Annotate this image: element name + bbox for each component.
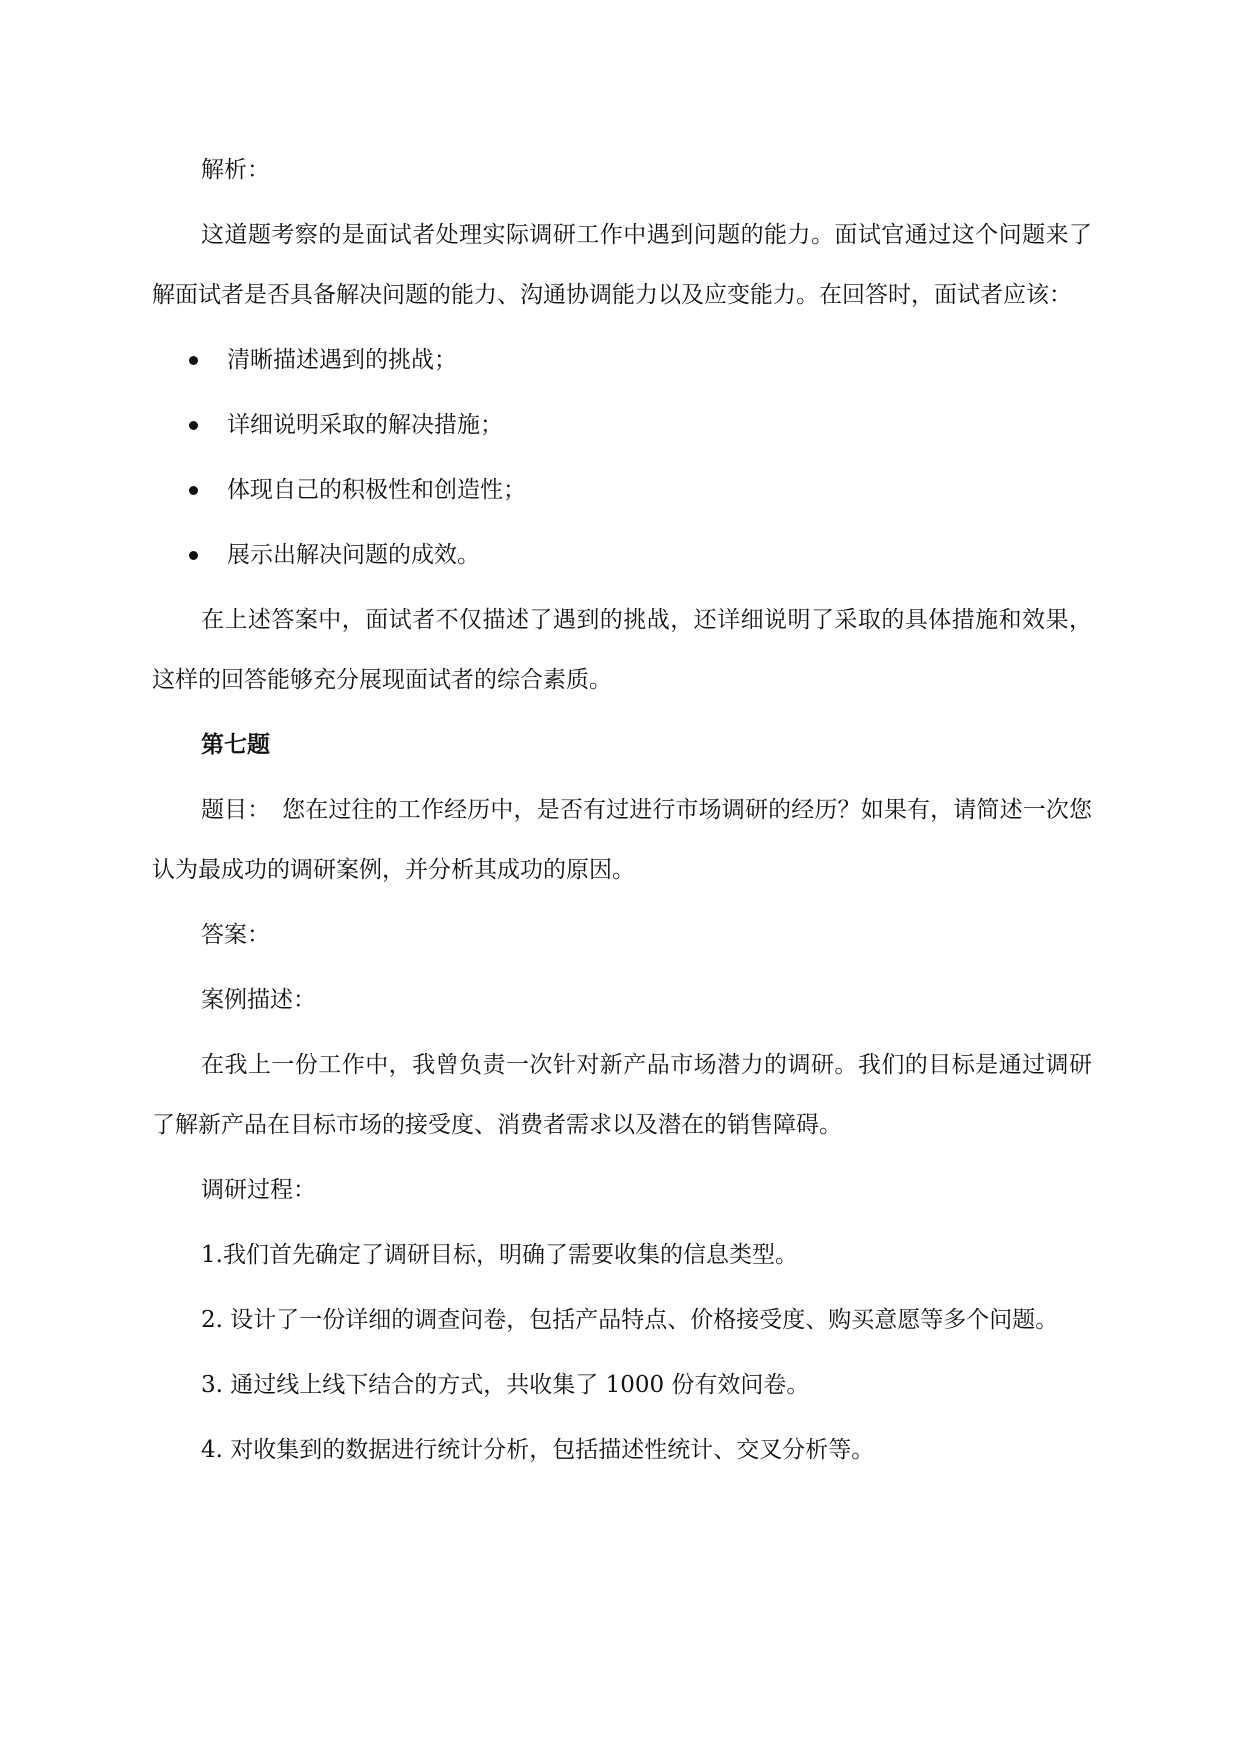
bullet-text: 清晰描述遇到的挑战； (227, 347, 457, 373)
bullet-item (152, 525, 1092, 585)
bullet-icon (189, 551, 198, 560)
summary-paragraph: 在上述答案中，面试者不仅描述了遇到的挑战，还详细说明了采取的具体措施和效果，这样的回答能够充分展现面试者的综合素质。 (152, 607, 1092, 693)
bullet-item (152, 460, 1092, 520)
bullet-text: 详细说明采取的解决措施； (227, 412, 503, 438)
analysis-paragraph: 这道题考察的是面试者处理实际调研工作中遇到问题的能力。面试官通过这个问题来了解面试者是否具备解决问题的能力、沟通协调能力以及应变能力。在回答时，面试者应该： (152, 222, 1092, 308)
case-paragraph: 在我上一份工作中，我曾负责一次针对新产品市场潜力的调研。我们的目标是通过调研了解新产品在目标市场的接受度、消费者需求以及潜在的销售障碍。 (152, 1052, 1092, 1138)
process-step: 1.我们首先确定了调研目标，明确了需要收集的信息类型。 (201, 1242, 798, 1268)
section-title: 第七题 (201, 731, 270, 758)
question-paragraph: 题目： 您在过往的工作经历中，是否有过进行市场调研的经历？如果有，请简述一次您认为最成功的调研案例，并分析其成功的原因。 (152, 797, 1092, 883)
bullet-icon (189, 486, 198, 495)
answer-label: 答案： (201, 922, 270, 948)
bullet-text: 展示出解决问题的成效。 (227, 542, 480, 568)
case-label: 案例描述： (201, 987, 316, 1013)
bullet-item (152, 330, 1092, 390)
analysis-bullet-list (152, 330, 1092, 585)
analysis-label: 解析： (201, 157, 270, 183)
process-step: 4. 对收集到的数据进行统计分析，包括描述性统计、交叉分析等。 (201, 1437, 875, 1463)
bullet-text: 体现自己的积极性和创造性； (227, 477, 526, 503)
document-body (152, 140, 1092, 1485)
bullet-icon (189, 356, 198, 365)
process-step: 2. 设计了一份详细的调查问卷，包括产品特点、价格接受度、购买意愿等多个问题。 (201, 1307, 1059, 1333)
process-label: 调研过程： (201, 1177, 316, 1203)
bullet-icon (189, 421, 198, 430)
process-step: 3. 通过线上线下结合的方式，共收集了 1000 份有效问卷。 (201, 1372, 810, 1398)
bullet-item (152, 395, 1092, 455)
